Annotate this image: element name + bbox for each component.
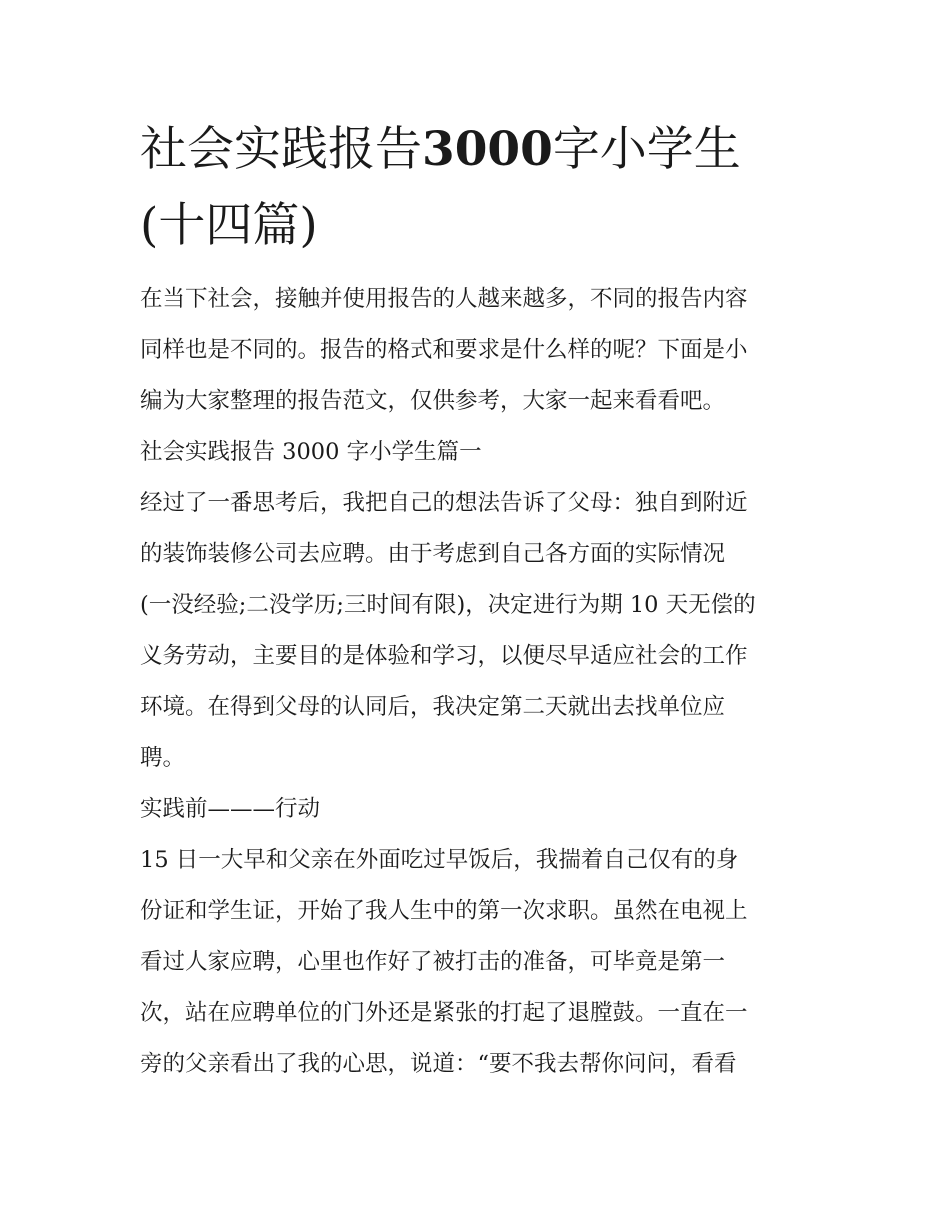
- section-heading: 实践前———行动: [140, 796, 321, 822]
- body-line: 义务劳动，主要目的是体验和学习，以便尽早适应社会的工作: [140, 643, 748, 669]
- document-body: [140, 274, 820, 1090]
- body-line: 编为大家整理的报告范文，仅供参考，大家一起来看看吧。: [140, 388, 726, 414]
- body-line: 环境。在得到父母的认同后，我决定第二天就出去找单位应: [140, 694, 726, 720]
- body-line: 经过了一番思考后，我把自己的想法告诉了父母：独自到附近: [140, 490, 748, 516]
- document-title: [140, 112, 820, 264]
- section-heading: 社会实践报告 3000 字小学生篇一: [140, 439, 482, 465]
- title-subtitle: (十四篇): [140, 198, 318, 253]
- body-line: 聘。: [140, 745, 186, 771]
- body-line: 15 日一大早和父亲在外面吃过早饭后，我揣着自己仅有的身: [140, 847, 739, 873]
- body-line: (一没经验;二没学历;三时间有限)，决定进行为期 10 天无偿的: [140, 592, 756, 618]
- title-prefix: 社会实践报告: [140, 122, 422, 177]
- title-suffix: 字小学生: [552, 122, 741, 177]
- body-line: 同样也是不同的。报告的格式和要求是什么样的呢？下面是小: [140, 337, 748, 363]
- title-number: 3000: [422, 122, 553, 177]
- body-line: 旁的父亲看出了我的心思，说道：“要不我去帮你问问，看看: [140, 1051, 737, 1077]
- body-line: 份证和学生证，开始了我人生中的第一次求职。虽然在电视上: [140, 898, 748, 924]
- body-line: 看过人家应聘，心里也作好了被打击的准备，可毕竟是第一: [140, 949, 726, 975]
- body-line: 的装饰装修公司去应聘。由于考虑到自己各方面的实际情况: [140, 541, 726, 567]
- body-line: 在当下社会，接触并使用报告的人越来越多，不同的报告内容: [140, 286, 748, 312]
- body-line: 次，站在应聘单位的门外还是紧张的打起了退膛鼓。一直在一: [140, 1000, 748, 1026]
